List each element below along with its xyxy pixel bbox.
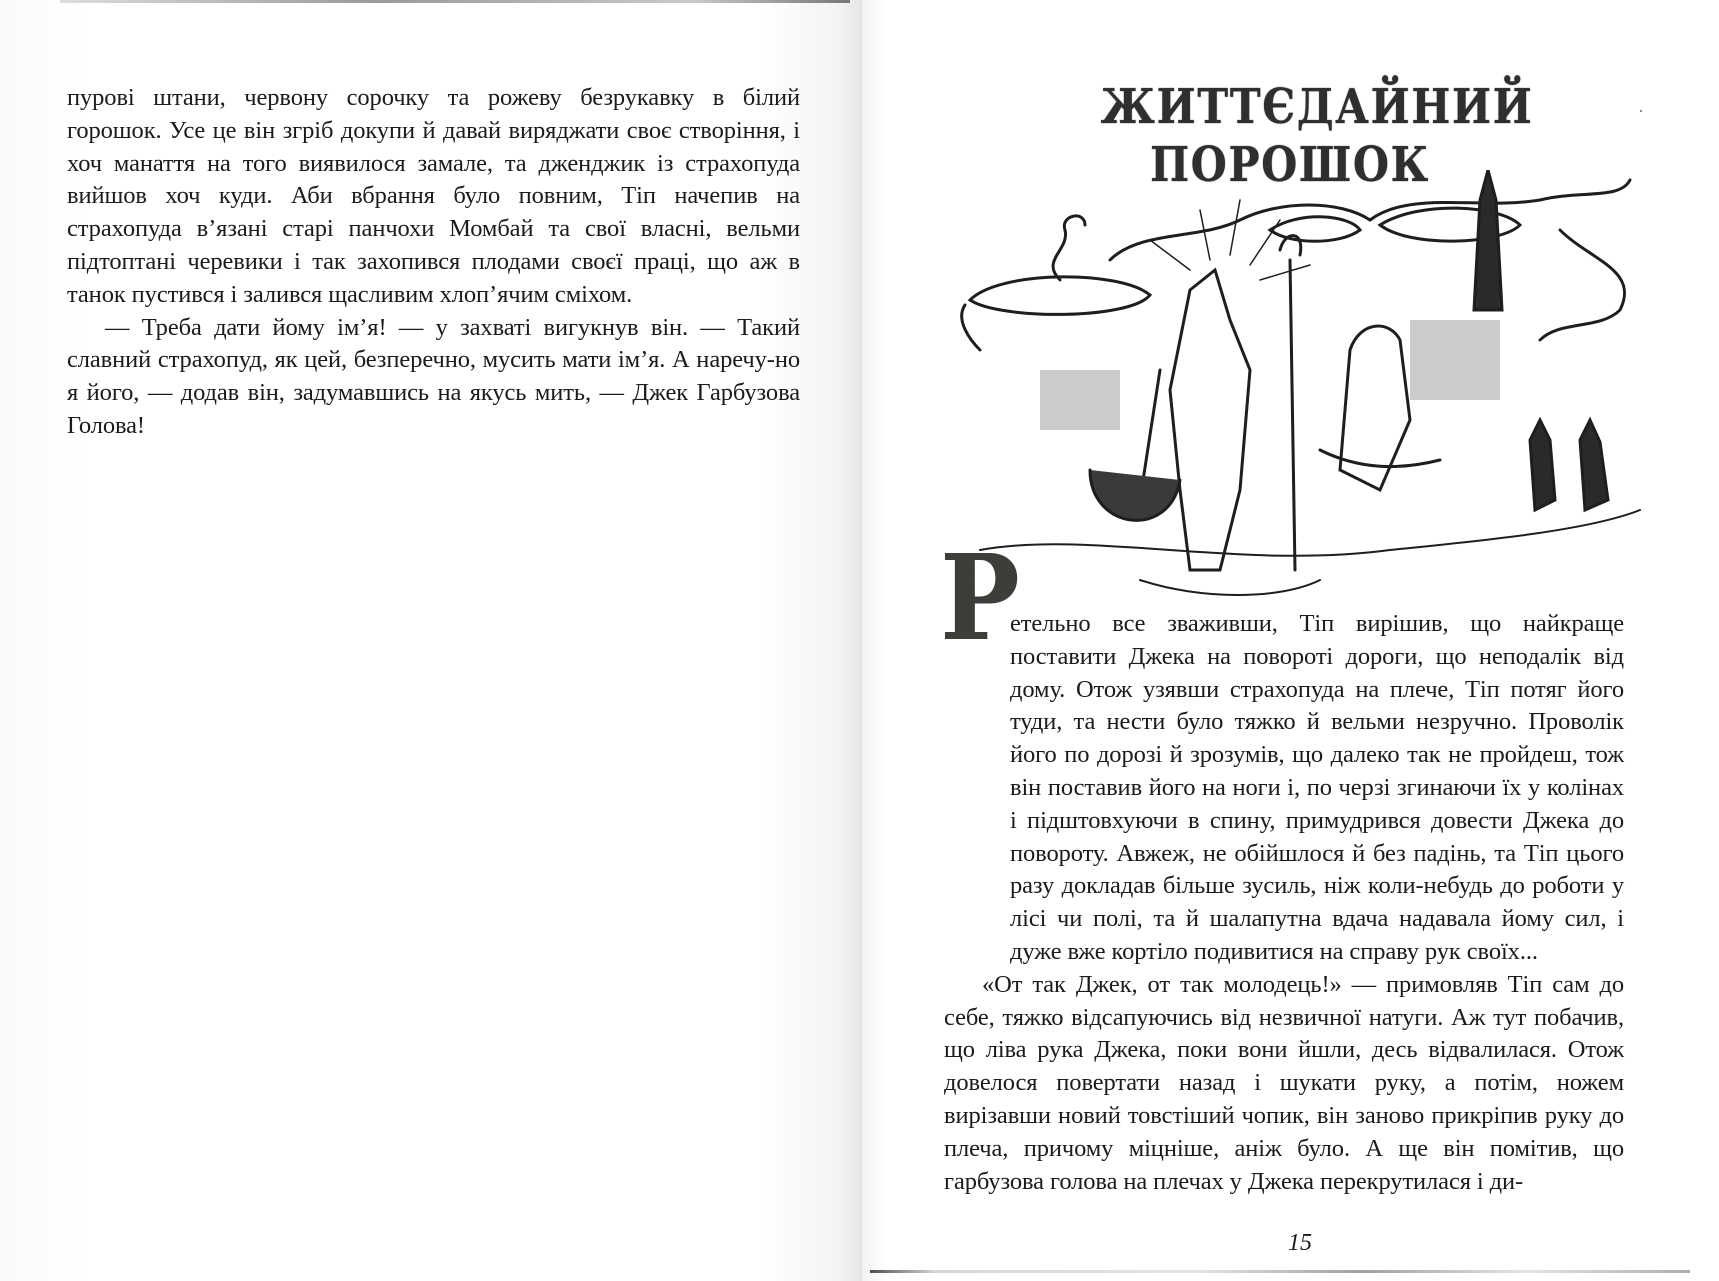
chapter-title-line: ПОРОШОК — [1150, 137, 1430, 193]
scan-speck — [1640, 110, 1642, 112]
cauldron — [1090, 470, 1180, 520]
floating-tray — [970, 277, 1150, 315]
paragraph: «От так Джек, от так молодець!» — примовляв Тіп сам до себе, тяжко відсапуючись від незвичної натуги. Аж тут побачив, що ліва рука Джека, поки вони йшли, десь відвалилася. Отож довелося повертати назад і шукати руку, а потім, ножем вирізавши новий товстіший чопик, він заново прикріпив руку до плеча, причому міцніше, аніж було. А ще він помітив, що гарбузова голова на плечах у Джека перекрутилася і ди- — [944, 970, 1624, 1195]
smoke-swirl — [1270, 217, 1360, 241]
wizard-and-cats-illustration — [940, 170, 1650, 600]
left-page-text — [67, 82, 800, 443]
hatch-shading — [1410, 320, 1500, 400]
ground — [980, 510, 1640, 556]
page-number: 15 — [1288, 1230, 1312, 1256]
paragraph: — Треба дати йому ім’я! — у захваті вигукнув він. — Такий славний страхопуд, як цей, безперечно, мусить мати ім’я. А наречу-но я його, — додав він, задумавшись на якусь мить, — Джек Гарбузова Голова! — [67, 313, 800, 439]
hatch-shading — [1040, 370, 1120, 430]
paragraph: пурові штани, червону сорочку та рожеву безрукавку в білий горошок. Усе це він згріб докупи й давай виряджати своє створіння, і хоч манаття на того виявилося замале, та дженджик із страхопуда вийшов хоч куди. Аби вбрання було повним, Тіп начепив на страхопуда в’язані старі панчохи Момбай та свої власні, вельми підтоптані черевики і так захопився плодами своєї праці, що аж в танок пустився і залився щасливим хлоп’ячим сміхом. — [67, 84, 800, 308]
page-top-edge — [60, 0, 850, 3]
wizard-figure — [1170, 270, 1250, 570]
page-gutter — [860, 0, 862, 1281]
chapter-title-line: ЖИТТЄДАЙНИЙ — [1100, 79, 1534, 135]
cypress-tree — [1474, 170, 1502, 310]
cat-silhouette — [1530, 420, 1555, 510]
cat-silhouette — [1580, 420, 1608, 510]
paragraph: етельно все зваживши, Тіп вирішив, що найкраще поставити Джека на повороті дороги, що неподалік від дому. Отож узявши страхопуда на плече, Тіп потяг його туди, та нести було тяжко й вельми незручно. Проволік його по дорозі й зрозумів, що далеко так не пройдеш, тож він поставив його на ноги і, по черзі згинаючи їх у колінах і підштовхуючи в спину, примудрився довести Джека до повороту. Авжеж, не обійшлося й без падінь, та Тіп цього разу докладав більше зусиль, ніж коли-небудь до роботи у лісі чи полі, та й шалапутна вдача надавала йому сил, і дуже вже кортіло подивитися на справу рук своїх... — [1010, 610, 1624, 965]
right-page-text — [944, 608, 1624, 1198]
drop-cap: Р — [940, 528, 1020, 667]
page-bottom-edge — [870, 1270, 1690, 1273]
staff — [1290, 260, 1295, 570]
snake — [1053, 216, 1085, 280]
smoke-swirl — [1110, 180, 1630, 260]
smoke-swirl — [1540, 230, 1625, 340]
